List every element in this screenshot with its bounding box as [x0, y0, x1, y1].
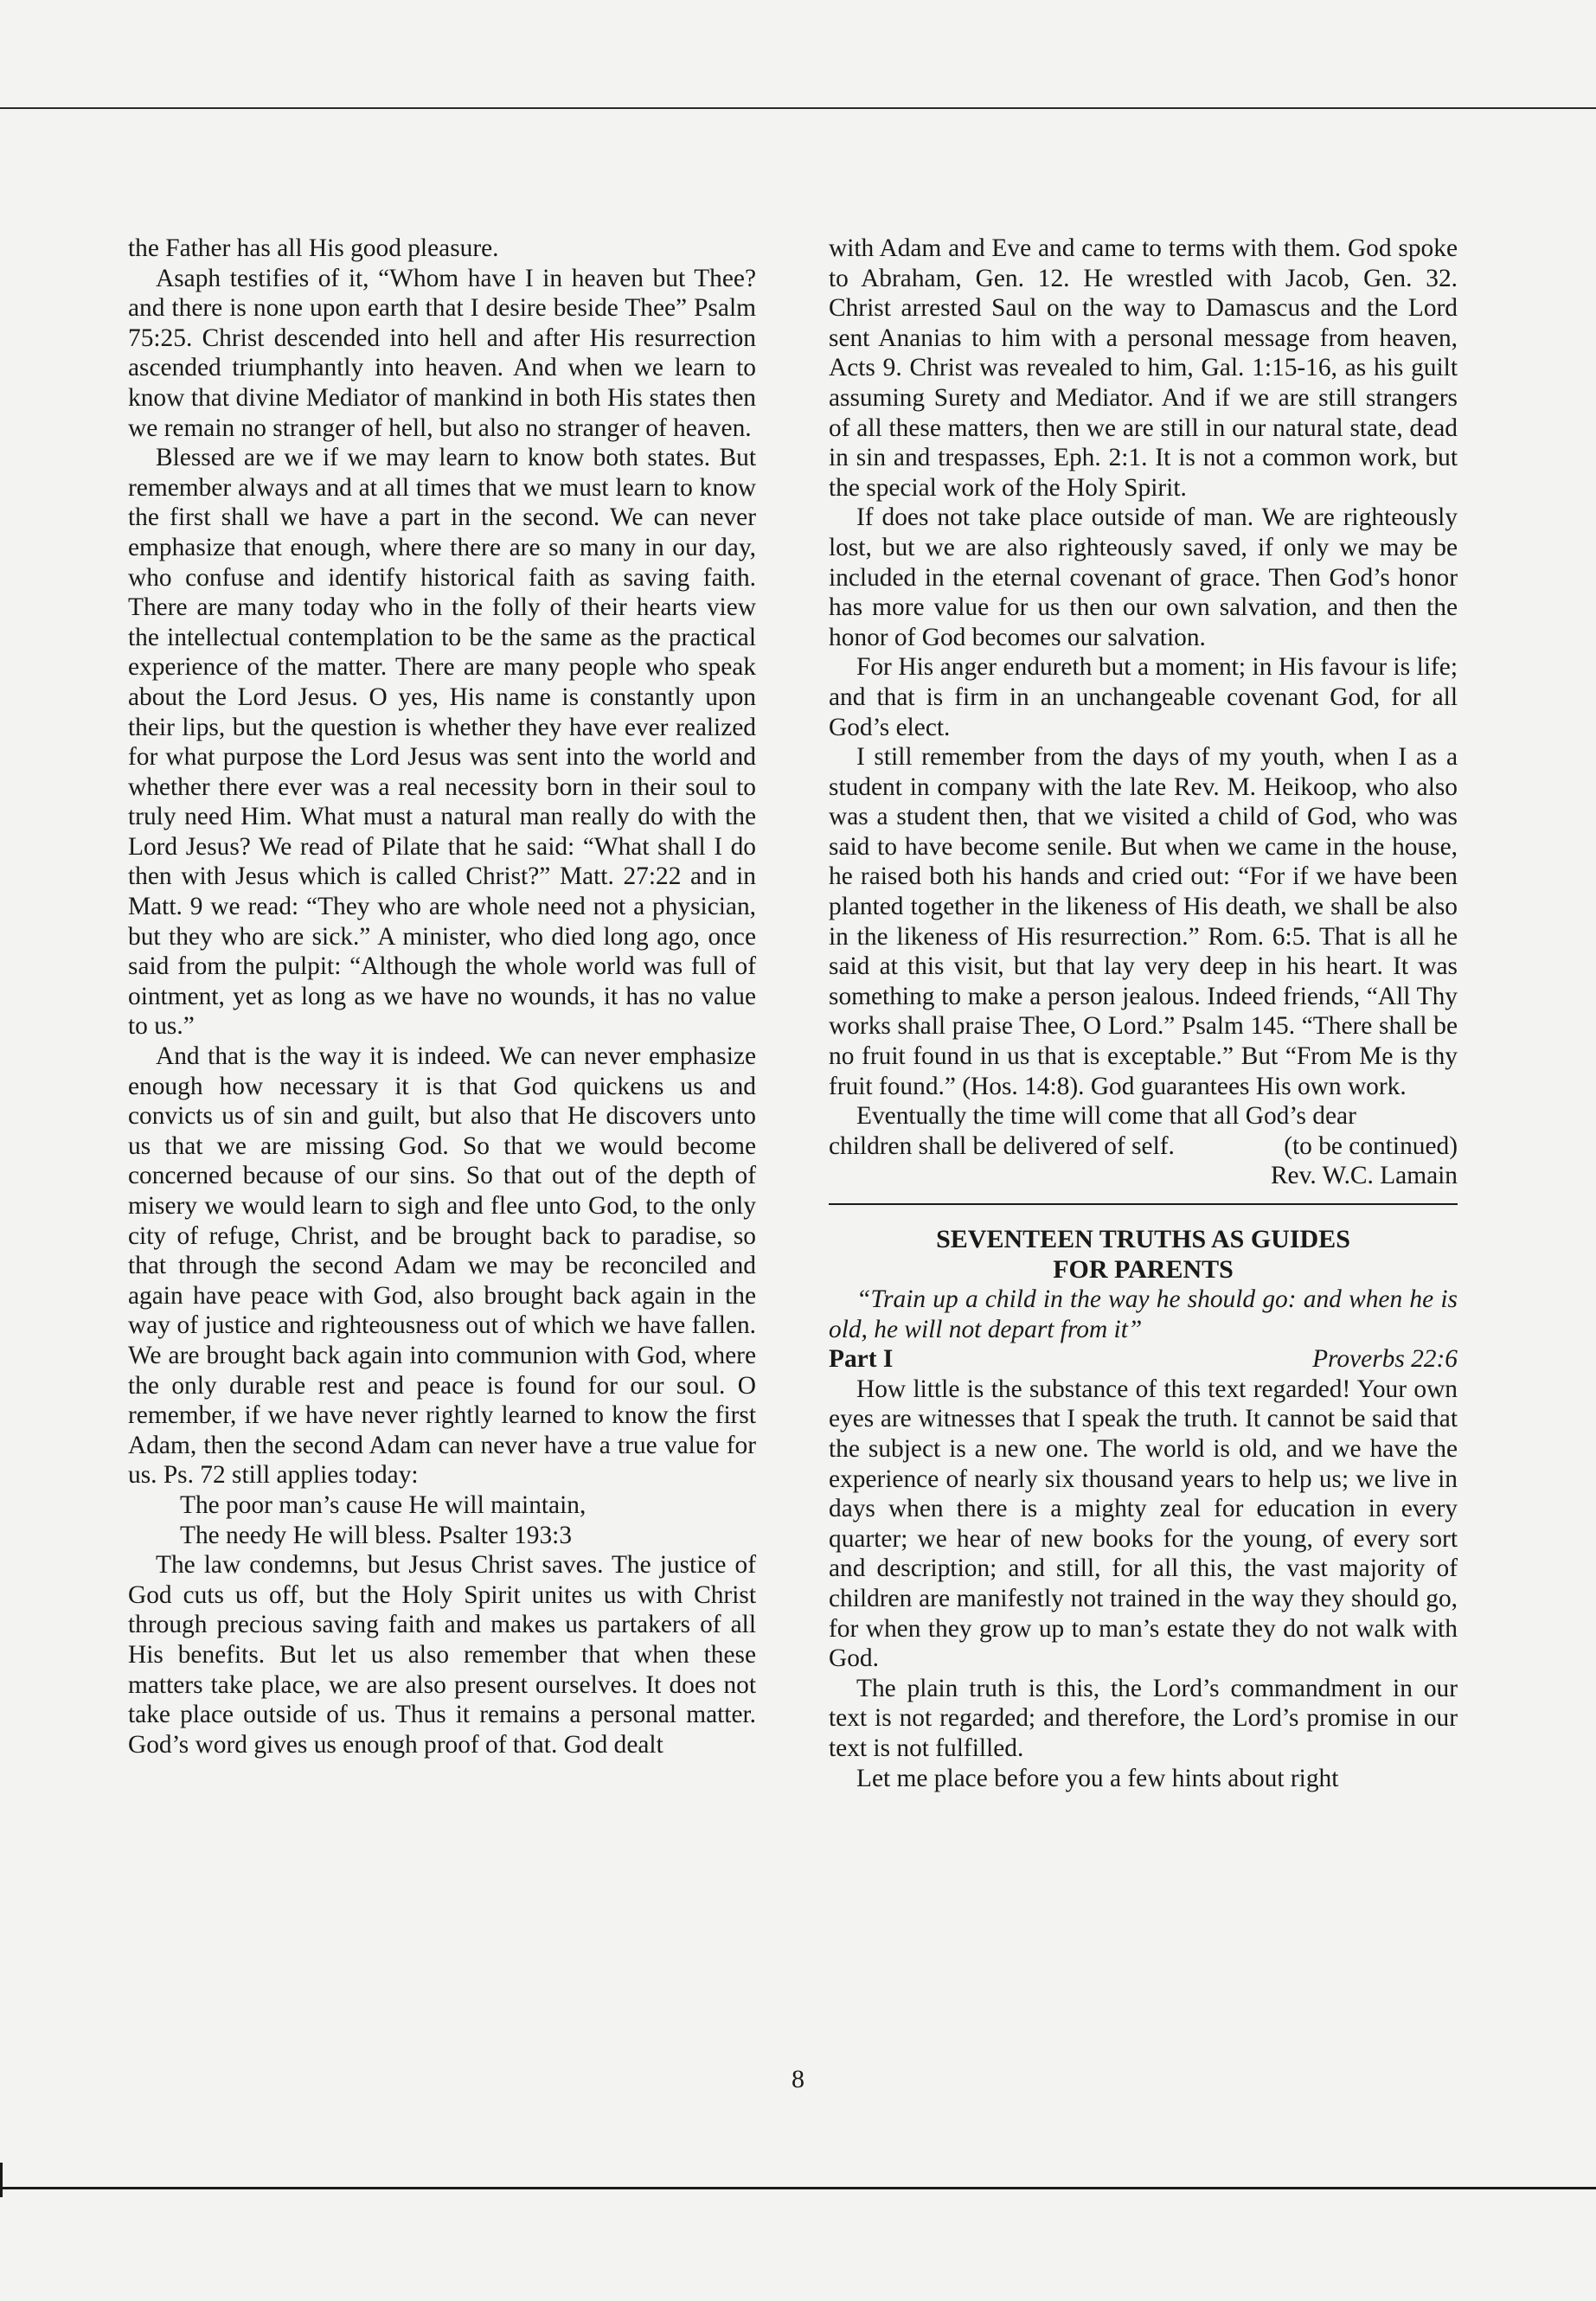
paragraph: I still remember from the days of my youth, when I as a student in company with the late Rev. M. Heikoop, who also was a student then, that we visited a child of God, who was said to have become senile. But when we came in the house, he raised both his hands and cried out: “For if we have been planted together in the likeness of His death, we shall be also in the likeness of His resurrection.” Rom. 6:5. That is all he said at this visit, but that lay very deep in his heart. It was something to make a person jealous. Indeed friends, “All Thy works shall praise Thee, O Lord.” Psalm 145. “There shall be no fruit found in us that is exceptable.” But “From Me is thy fruit found.” (Hos. 14:8). God guarantees His own work.: [829, 743, 1458, 1100]
left-column: [128, 234, 756, 1759]
paragraph: with Adam and Eve and came to terms with them. God spoke to Abraham, Gen. 12. He wrestled with Jacob, Gen. 32. Christ arrested Saul on the way to Damascus and the Lord sent Ananias to him with a personal message from heaven, Acts 9. Christ was revealed to him, Gal. 1:15-16, as his guilt assuming Surety and Mediator. And if we are still strangers of all these matters, then we are still in our natural state, dead in sin and trespasses, Eph. 2:1. It is not a common work, but the special work of the Holy Spirit.: [829, 234, 1458, 502]
poem-line: The poor man’s cause He will maintain,: [180, 1490, 586, 1519]
scripture-reference: Proverbs 22:6: [1312, 1345, 1458, 1374]
title-line: SEVENTEEN TRUTHS AS GUIDES: [936, 1225, 1350, 1253]
right-column: [829, 234, 1458, 1793]
bottom-rule: [0, 2187, 1596, 2189]
closing-line-2: children shall be delivered of self.: [829, 1131, 1175, 1160]
author-signature: Rev. W.C. Lamain: [1270, 1162, 1458, 1190]
left-edge-mark: [0, 2163, 3, 2197]
continued-line: [829, 1131, 1458, 1162]
paragraph: And that is the way it is indeed. We can never emphasize enough how necessary it is that God quickens us and convicts us of sin and guilt, but also that He discovers unto us that we are missing God. So that we would become concerned because of our sins. So that out of the depth of misery we would learn to sigh and flee unto God, to the only city of refuge, Christ, and be brought back to paradise, so that through the second Adam we may be reconciled and again have peace with God, also brought back again in the way of justice and righteousness out of which we have fallen. We are brought back again into communion with God, where the only durable rest and peace is found for our soul. O remember, if we have never rightly learned to know the first Adam, then the second Adam can never have a true value for us. Ps. 72 still applies today:: [128, 1042, 756, 1490]
paragraph: How little is the substance of this text regarded! Your own eyes are witnesses that I speak the truth. It cannot be said that the subject is a new one. The world is old, and we have the experience of nearly six thousand years to help us; we live in days when there is a mighty zeal for education in every quarter; we hear of new books for the young, of every sort and description; and still, for all this, the vast majority of children are manifestly not trained in the way they should go, for when they grow up to man’s estate they do not walk with God.: [829, 1375, 1458, 1673]
closing-line: Eventually the time will come that all God’s dear: [856, 1102, 1356, 1131]
paragraph: The plain truth is this, the Lord’s commandment in our text is not regarded; and therefore, the Lord’s promise in our text is not fulfilled.: [829, 1674, 1458, 1762]
paragraph: The law condemns, but Jesus Christ saves. The justice of God cuts us off, but the Holy Spirit unites us with Christ through precious saving faith and makes us partakers of all His benefits. But let us also remember that when these matters take place, we are also present ourselves. It does not take place outside of us. Thus it remains a personal matter. God’s word gives us enough proof of that. God dealt: [128, 1551, 756, 1759]
paragraph-closing: [829, 1101, 1458, 1131]
paragraph: For His anger endureth but a moment; in His favour is life; and that is firm in an unchangeable covenant God, for all God’s elect.: [829, 653, 1458, 741]
poem-line: The needy He will bless. Psalter 193:3: [180, 1521, 573, 1549]
epigraph: “Train up a child in the way he should go: and when he is old, he will not depart from it”: [829, 1285, 1458, 1343]
article-divider: [829, 1203, 1458, 1205]
article-title: [829, 1224, 1458, 1285]
paragraph: the Father has all His good pleasure.: [128, 234, 499, 262]
paragraph: Asaph testifies of it, “Whom have I in heaven but Thee? and there is none upon earth that I desire beside Thee” Psalm 75:25. Christ descended into hell and after His resurrection ascended triumphantly into heaven. And when we learn to know that divine Mediator of mankind in both His states then we remain no stranger of hell, but also no stranger of heaven.: [128, 264, 756, 442]
paragraph: If does not take place outside of man. We are righteously lost, but we are also righteously saved, if only we may be included in the eternal covenant of grace. Then God’s honor has more value for us then our own salvation, and then the honor of God becomes our salvation.: [829, 503, 1458, 651]
top-rule: [0, 107, 1596, 109]
part-line: [829, 1344, 1458, 1375]
psalter-quote: [128, 1490, 756, 1550]
paragraph: Blessed are we if we may learn to know both states. But remember always and at all times that we must learn to know the first shall we have a part in the second. We can never emphasize that enough, where there are so many in our day, who confuse and identify historical faith as saving faith. There are many today who in the folly of their hearts view the intellectual contemplation to be the same as the practical experience of the matter. There are many people who speak about the Lord Jesus. O yes, His name is constantly upon their lips, but the question is whether they have ever realized for what purpose the Lord Jesus was sent into the world and whether there ever was a real necessity born in their soul to truly need Him. What must a natural man really do with the Lord Jesus? We read of Pilate that he said: “What shall I do then with Jesus which is called Christ?” Matt. 27:22 and in Matt. 9 we read: “They who are whole need not a physician, but they who are sick.” A minister, who died long ago, once said from the pulpit: “Although the whole world was full of ointment, yet as long as we have no wounds, it has no value to us.”: [128, 444, 756, 1041]
paragraph: Let me place before you a few hints about right: [856, 1764, 1339, 1792]
title-line: FOR PARENTS: [1053, 1255, 1234, 1284]
part-label: Part I: [829, 1345, 894, 1374]
page-number: 8: [792, 2065, 804, 2093]
to-be-continued: (to be continued): [1284, 1131, 1458, 1160]
